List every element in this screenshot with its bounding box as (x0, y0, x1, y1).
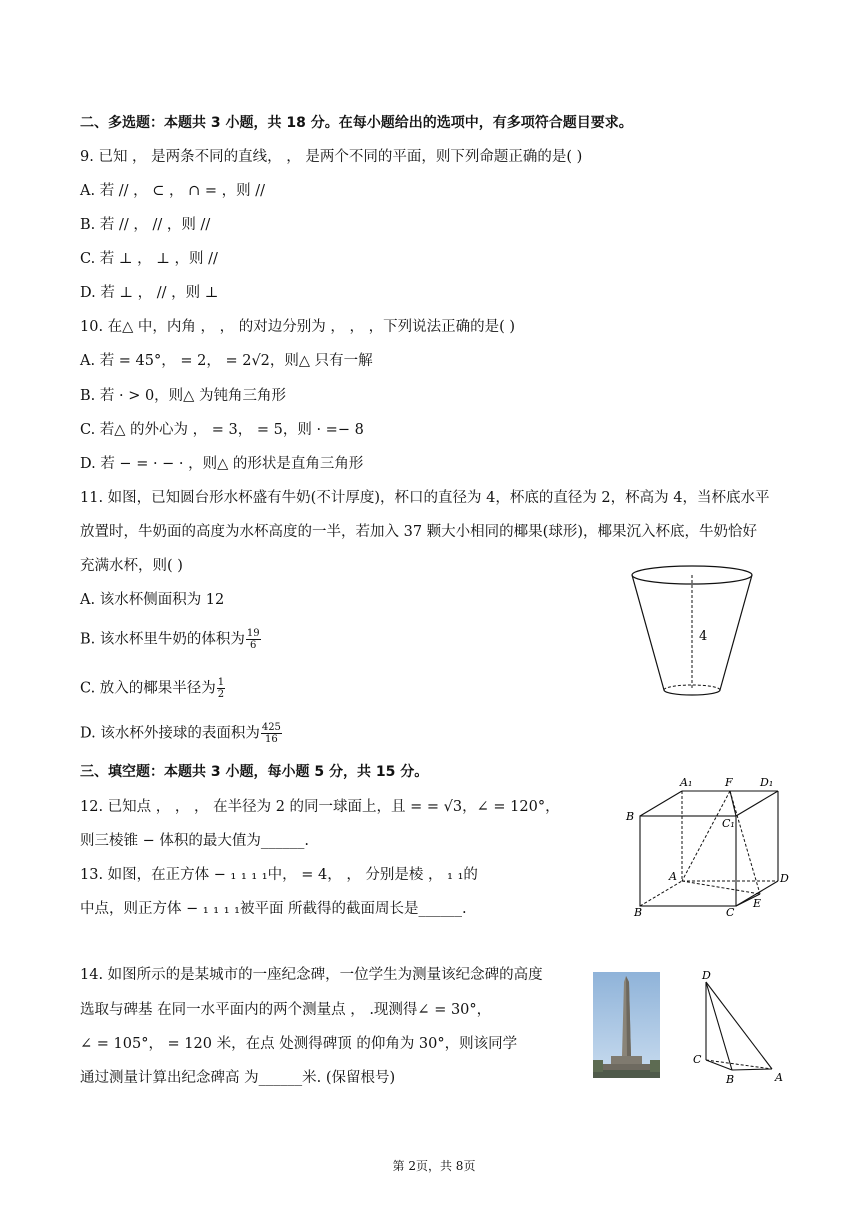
q10-option-b: B. 若 · > 0，则△ 为钝角三角形 (80, 388, 286, 404)
q11-option-d (80, 722, 282, 745)
q11-option-d-text: D. 该水杯外接球的表面积为 (80, 725, 260, 742)
cube-label-b1: B (626, 810, 635, 823)
q9-stem: 9. 已知 ， 是两条不同的直线， ， 是两个不同的平面，则下列命题正确的是( ) (80, 149, 583, 165)
q11-line-3: 充满水杯，则( ) (80, 558, 183, 574)
cube-label-a1: A₁ (680, 776, 693, 789)
q11-line-2: 放置时，牛奶面的高度为水杯高度的一半，若加入 37 颗大小相同的椰果(球形)，椰果沉入杯底，牛奶恰好 (80, 524, 757, 540)
cube-label-b: B (634, 906, 643, 919)
q14-line-3: ∠ = 105°， = 120 米，在点 处测得碑顶 的仰角为 30°，则该同学 (80, 1036, 518, 1052)
q11-option-c-fraction (217, 677, 225, 700)
section-3-header: 三、填空题：本题共 3 小题，每小题 5 分，共 15 分。 (80, 764, 429, 780)
fraction-numerator: 1 (217, 677, 225, 688)
page-footer: 第 2页，共 8页 (392, 1159, 476, 1173)
q13-line-2: 中点，则正方体 − ₁ ₁ ₁ ₁被平面 所截得的截面周长是______. (80, 901, 467, 917)
cube-label-c: C (726, 906, 735, 919)
q11-option-c-text: C. 放入的椰果半径为 (80, 680, 216, 697)
fraction-denominator: 16 (265, 734, 278, 745)
cube-label-c1: C₁ (722, 817, 735, 830)
q14-line-1: 14. 如图所示的是某城市的一座纪念碑，一位学生为测量该纪念碑的高度 (80, 967, 543, 983)
cube-label-f: F (725, 776, 733, 789)
q9-option-a: A. 若 // ， ⊂ ， ∩ = ，则 // (80, 183, 266, 199)
fraction-denominator: 6 (250, 640, 257, 651)
frustum-cup-figure (625, 562, 760, 702)
section-2-header: 二、多选题：本题共 3 小题，共 18 分。在每小题给出的选项中，有多项符合题目要求。 (80, 115, 633, 131)
q9-option-c: C. 若 ⊥ ， ⊥ ，则 // (80, 251, 218, 267)
fraction-numerator: 19 (246, 628, 260, 639)
q11-option-c (80, 677, 225, 700)
q9-option-b: B. 若 // ， // ，则 // (80, 217, 211, 233)
cube-label-e: E (753, 897, 762, 910)
tetrahedron-figure (688, 968, 788, 1088)
q10-stem: 10. 在△ 中，内角 ， ， 的对边分别为 ， ， ，下列说法正确的是( ) (80, 319, 516, 335)
monument-photo (593, 972, 660, 1078)
cube-figure (620, 774, 792, 920)
tetra-label-c: C (693, 1053, 702, 1066)
q10-option-d: D. 若 − = · − · ，则△ 的形状是直角三角形 (80, 456, 364, 472)
q11-option-b-text: B. 该水杯里牛奶的体积为 (80, 631, 245, 648)
q14-line-4: 通过测量计算出纪念碑高 为______米. (保留根号) (80, 1070, 396, 1086)
cube-label-d: D (780, 872, 789, 885)
cube-label-a: A (669, 870, 677, 883)
tetra-label-b: B (726, 1073, 735, 1086)
q12-line-1: 12. 已知点 ， ， ， 在半径为 2 的同一球面上，且 = = √3，∠ = 120°， (80, 799, 560, 815)
q10-option-a: A. 若 = 45°， = 2， = 2√2，则△ 只有一解 (80, 353, 373, 369)
cube-label-d1: D₁ (760, 776, 774, 789)
tetra-label-d: D (702, 969, 711, 982)
q11-option-b-fraction (246, 628, 261, 651)
cup-height-label: 4 (699, 629, 708, 644)
q10-option-c: C. 若△ 的外心为 ， = 3， = 5，则 · =− 8 (80, 422, 364, 438)
fraction-numerator: 425 (261, 722, 281, 733)
tetra-label-a: A (775, 1071, 783, 1084)
q12-line-2: 则三棱锥 − 体积的最大值为______. (80, 833, 309, 849)
q9-option-d: D. 若 ⊥ ， // ，则 ⊥ (80, 285, 219, 301)
q11-option-b (80, 628, 261, 651)
q11-option-d-fraction (261, 722, 282, 745)
q13-line-1: 13. 如图，在正方体 − ₁ ₁ ₁ ₁中， = 4， ， 分别是棱 ， ₁ ₁的 (80, 867, 478, 883)
fraction-denominator: 2 (217, 689, 225, 700)
q14-line-2: 选取与碑基 在同一水平面内的两个测量点 ， .现测得∠ = 30°， (80, 1002, 492, 1018)
q11-line-1: 11. 如图，已知圆台形水杯盛有牛奶(不计厚度)，杯口的直径为 4，杯底的直径为 2，杯高为 4，当杯底水平 (80, 490, 770, 506)
q11-option-a: A. 该水杯侧面积为 12 (80, 592, 225, 608)
